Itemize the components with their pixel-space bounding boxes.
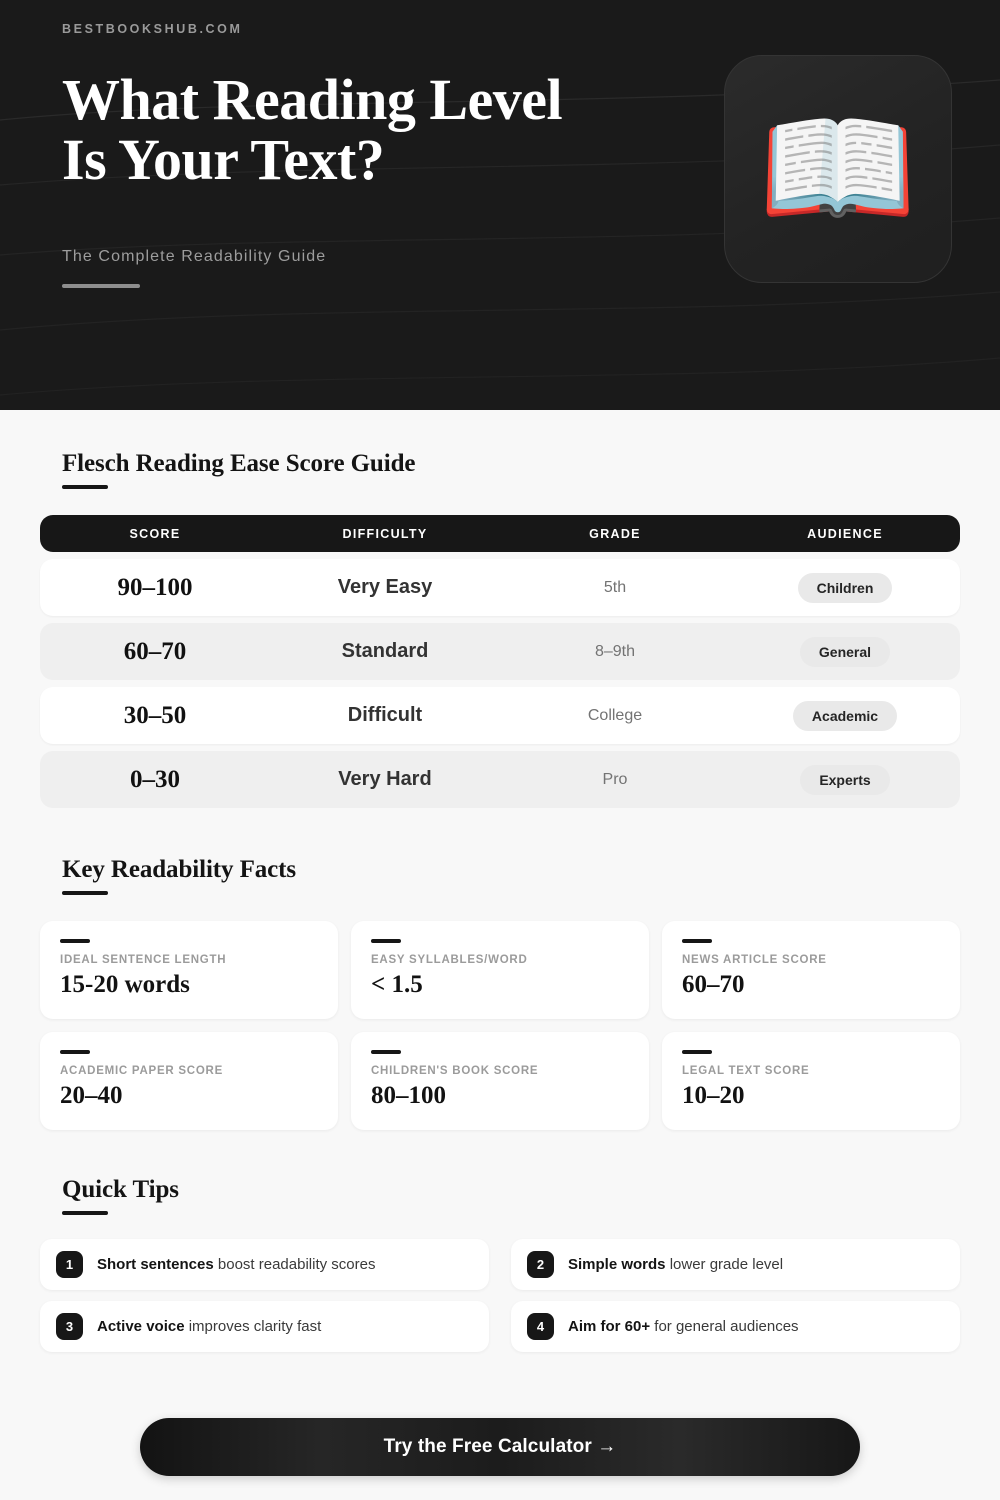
tip-lead: Short sentences: [97, 1256, 214, 1273]
tip-rest: boost readability scores: [213, 1256, 376, 1273]
column-header-grade: GRADE: [589, 526, 641, 541]
cell-difficulty: Very Easy: [337, 576, 433, 598]
fact-value: 60–70: [682, 971, 745, 998]
fact-card: [351, 921, 649, 1019]
quick-tips-grid: [40, 1239, 960, 1352]
site-name: BESTBOOKSHUB.COM: [62, 22, 243, 36]
try-calculator-button[interactable]: Try the Free Calculator →: [140, 1418, 860, 1476]
fact-card: [40, 921, 338, 1019]
tip-number-badge: 4: [527, 1313, 554, 1340]
fact-accent-bar: [682, 1050, 712, 1054]
tip-card: [511, 1301, 960, 1352]
score-guide-accent-rule: [62, 485, 108, 489]
fact-label: IDEAL SENTENCE LENGTH: [60, 954, 227, 966]
cell-difficulty: Very Hard: [338, 768, 432, 790]
cell-audience: [730, 701, 960, 731]
score-guide-section: [40, 450, 960, 808]
fact-label: CHILDREN'S BOOK SCORE: [371, 1065, 539, 1077]
cell-audience: [730, 637, 960, 667]
fact-label: ACADEMIC PAPER SCORE: [60, 1065, 224, 1077]
cell-difficulty: Standard: [341, 640, 429, 662]
tip-rest: lower grade level: [665, 1256, 784, 1273]
score-table: [40, 515, 960, 808]
table-header-row: [40, 515, 960, 552]
tip-text: [97, 1318, 321, 1335]
fact-value: < 1.5: [371, 971, 423, 998]
table-row: [40, 559, 960, 616]
fact-card: [40, 1032, 338, 1130]
fact-value: 10–20: [682, 1082, 745, 1109]
fact-value: 15-20 words: [60, 971, 190, 998]
fact-label: NEWS ARTICLE SCORE: [682, 954, 827, 966]
fact-accent-bar: [371, 1050, 401, 1054]
fact-accent-bar: [60, 1050, 90, 1054]
cell-grade: 8–9th: [594, 642, 636, 660]
cell-difficulty: Difficult: [347, 704, 423, 726]
fact-label: LEGAL TEXT SCORE: [682, 1065, 810, 1077]
cell-audience: [730, 573, 960, 603]
fact-label: EASY SYLLABLES/WORD: [371, 954, 528, 966]
tip-card: [40, 1239, 489, 1290]
cell-grade: College: [587, 706, 643, 724]
score-guide-title: Flesch Reading Ease Score Guide: [62, 450, 416, 477]
audience-badge: General: [800, 637, 890, 667]
tip-text: [568, 1318, 799, 1335]
tip-lead: Simple words: [568, 1256, 666, 1273]
fact-accent-bar: [371, 939, 401, 943]
tip-card: [511, 1239, 960, 1290]
quick-tips-title: Quick Tips: [62, 1176, 179, 1203]
fact-value: 20–40: [60, 1082, 123, 1109]
tip-number-badge: 3: [56, 1313, 83, 1340]
fact-card: [662, 921, 960, 1019]
page-title: What Reading Level Is Your Text?: [62, 67, 563, 193]
key-facts-section: [40, 856, 960, 1130]
header-banner: [0, 0, 1000, 410]
tip-rest: for general audiences: [650, 1318, 799, 1335]
key-facts-accent-rule: [62, 891, 108, 895]
tip-text: [97, 1256, 375, 1273]
tip-lead: Aim for 60+: [568, 1318, 651, 1335]
tip-number-badge: 1: [56, 1251, 83, 1278]
cell-audience: [730, 765, 960, 795]
content-area: [0, 410, 1000, 1476]
quick-tips-section: [40, 1176, 960, 1352]
cell-score: 0–30: [130, 765, 180, 793]
fact-accent-bar: [682, 939, 712, 943]
subtitle-accent-rule: [62, 284, 140, 288]
fact-card: [662, 1032, 960, 1130]
tip-number-badge: 2: [527, 1251, 554, 1278]
fact-value: 80–100: [371, 1082, 446, 1109]
table-row: [40, 687, 960, 744]
table-row: [40, 623, 960, 680]
book-icon-tile: [724, 55, 952, 283]
cta-area: [40, 1418, 960, 1476]
cell-score: 30–50: [123, 701, 187, 729]
cell-score: 60–70: [123, 637, 187, 665]
tip-rest: improves clarity fast: [184, 1318, 322, 1335]
audience-badge: Experts: [800, 765, 889, 795]
fact-card: [351, 1032, 649, 1130]
key-facts-title: Key Readability Facts: [62, 856, 296, 883]
tip-card: [40, 1301, 489, 1352]
page-subtitle: The Complete Readability Guide: [62, 247, 327, 265]
tip-lead: Active voice: [97, 1318, 185, 1335]
column-header-audience: AUDIENCE: [807, 526, 883, 541]
cell-grade: 5th: [603, 578, 627, 596]
open-book-icon: 📖: [758, 97, 918, 240]
audience-badge: Children: [798, 573, 893, 603]
fact-accent-bar: [60, 939, 90, 943]
column-header-difficulty: DIFFICULTY: [342, 526, 428, 541]
audience-badge: Academic: [793, 701, 897, 731]
key-facts-grid: [40, 921, 960, 1130]
table-row: [40, 751, 960, 808]
cell-score: 90–100: [117, 573, 193, 601]
column-header-score: SCORE: [129, 526, 181, 541]
quick-tips-accent-rule: [62, 1211, 108, 1215]
tip-text: [568, 1256, 783, 1273]
cell-grade: Pro: [602, 770, 628, 788]
